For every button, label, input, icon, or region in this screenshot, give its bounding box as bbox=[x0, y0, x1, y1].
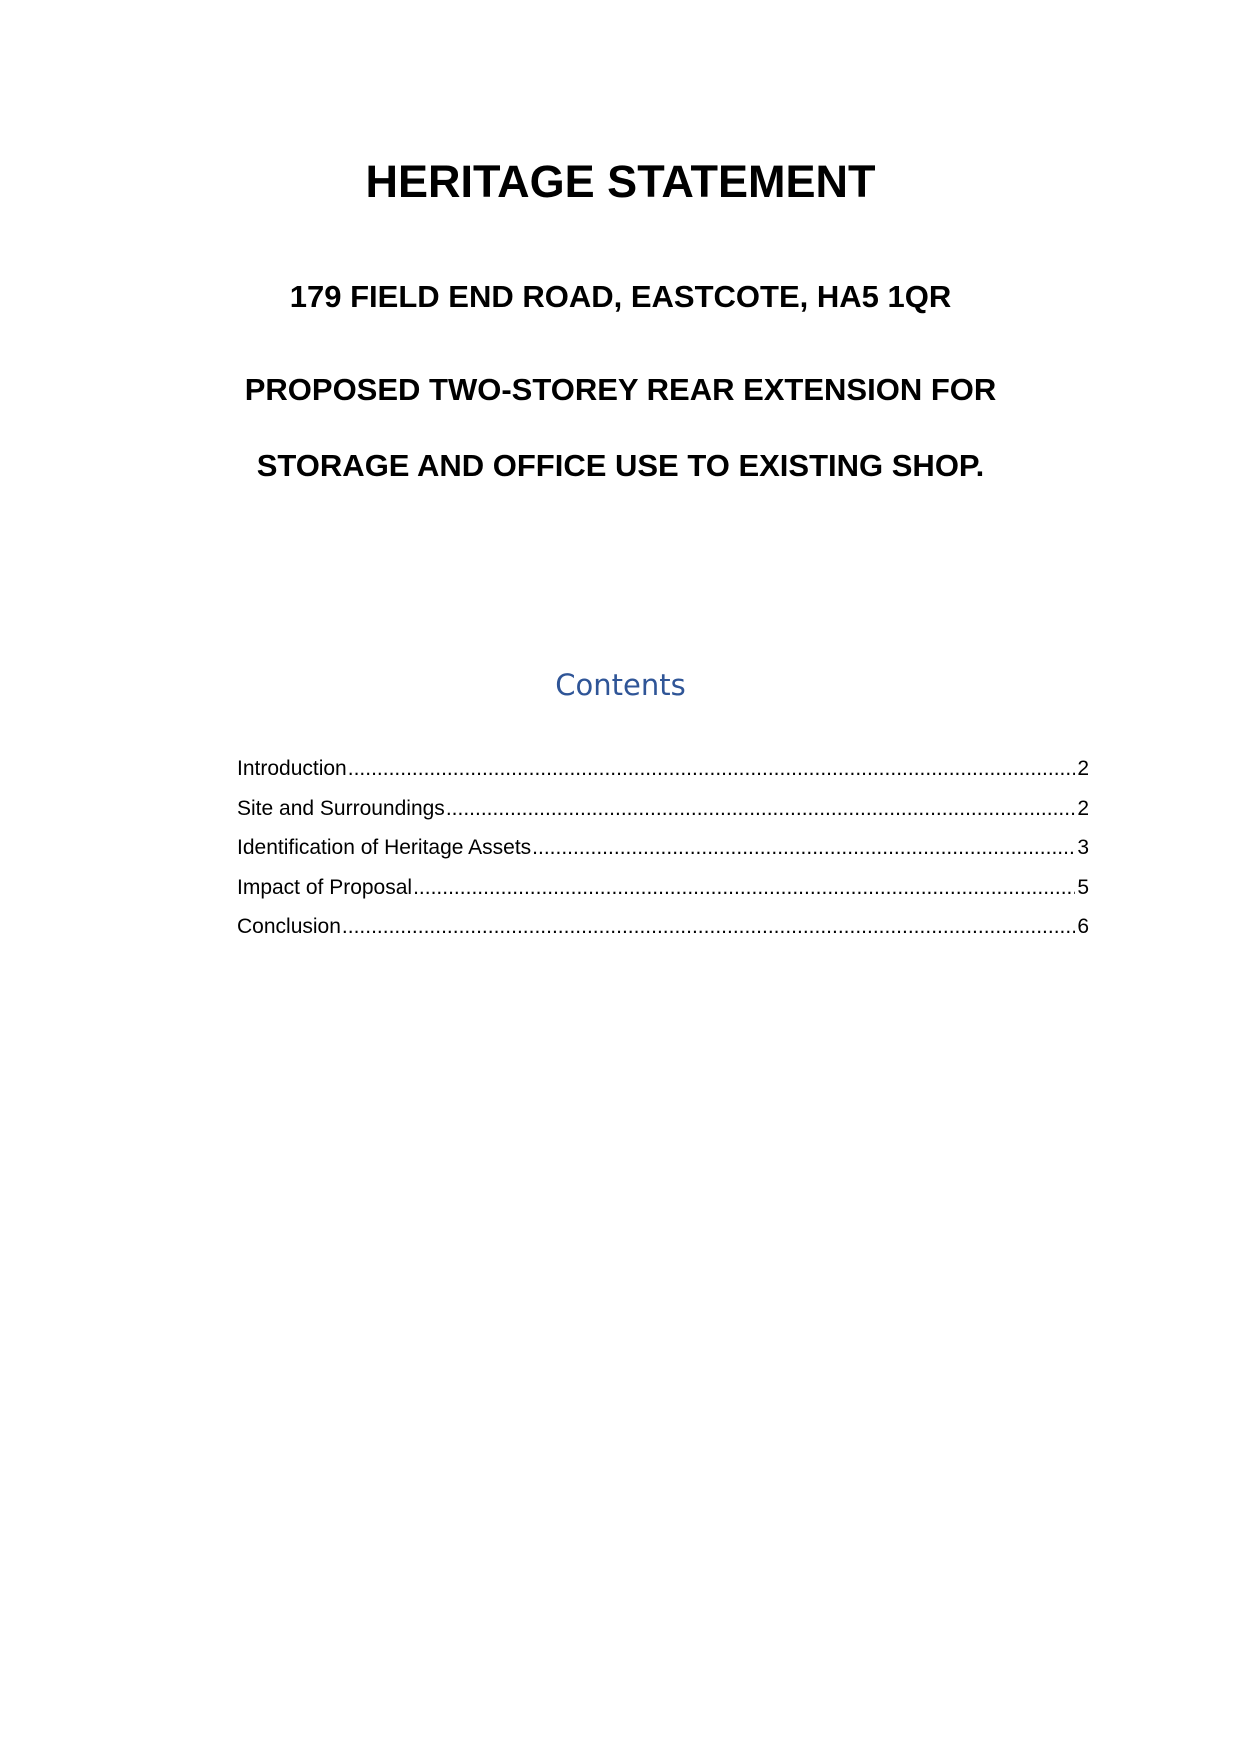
toc-entry-identification-of-heritage-assets[interactable] bbox=[237, 835, 1089, 875]
toc-entry-label: Conclusion bbox=[237, 915, 341, 938]
site-address: 179 FIELD END ROAD, EASTCOTE, HA5 1QR bbox=[289, 279, 952, 314]
toc-entry-label: Introduction bbox=[237, 757, 347, 780]
toc-entry-introduction[interactable] bbox=[237, 756, 1089, 796]
toc-page-number: 2 bbox=[1077, 757, 1089, 780]
toc-entry-label: Site and Surroundings bbox=[237, 796, 445, 820]
proposal-line-1: PROPOSED TWO-STOREY REAR EXTENSION FOR bbox=[244, 372, 997, 407]
toc-entry-label: Identification of Heritage Assets bbox=[237, 836, 532, 859]
proposal-line-2: STORAGE AND OFFICE USE TO EXISTING SHOP. bbox=[256, 448, 985, 483]
toc-entry-impact-of-proposal[interactable] bbox=[237, 875, 1089, 915]
toc-page-number: 6 bbox=[1077, 915, 1089, 938]
toc-page-number: 3 bbox=[1077, 836, 1089, 859]
toc-dot-leader bbox=[342, 914, 1075, 940]
toc-entry-site-and-surroundings[interactable] bbox=[237, 796, 1089, 836]
toc-dot-leader bbox=[413, 875, 1075, 901]
document-title: HERITAGE STATEMENT bbox=[365, 156, 876, 207]
toc-dot-leader bbox=[446, 796, 1075, 822]
toc-page-number: 2 bbox=[1077, 796, 1089, 820]
toc-dot-leader bbox=[532, 835, 1075, 861]
contents-heading: Contents bbox=[555, 668, 686, 702]
table-of-contents bbox=[237, 756, 1089, 954]
toc-dot-leader bbox=[348, 756, 1075, 782]
toc-page-number: 5 bbox=[1077, 875, 1089, 899]
toc-entry-conclusion[interactable] bbox=[237, 914, 1089, 954]
toc-entry-label: Impact of Proposal bbox=[237, 875, 413, 899]
